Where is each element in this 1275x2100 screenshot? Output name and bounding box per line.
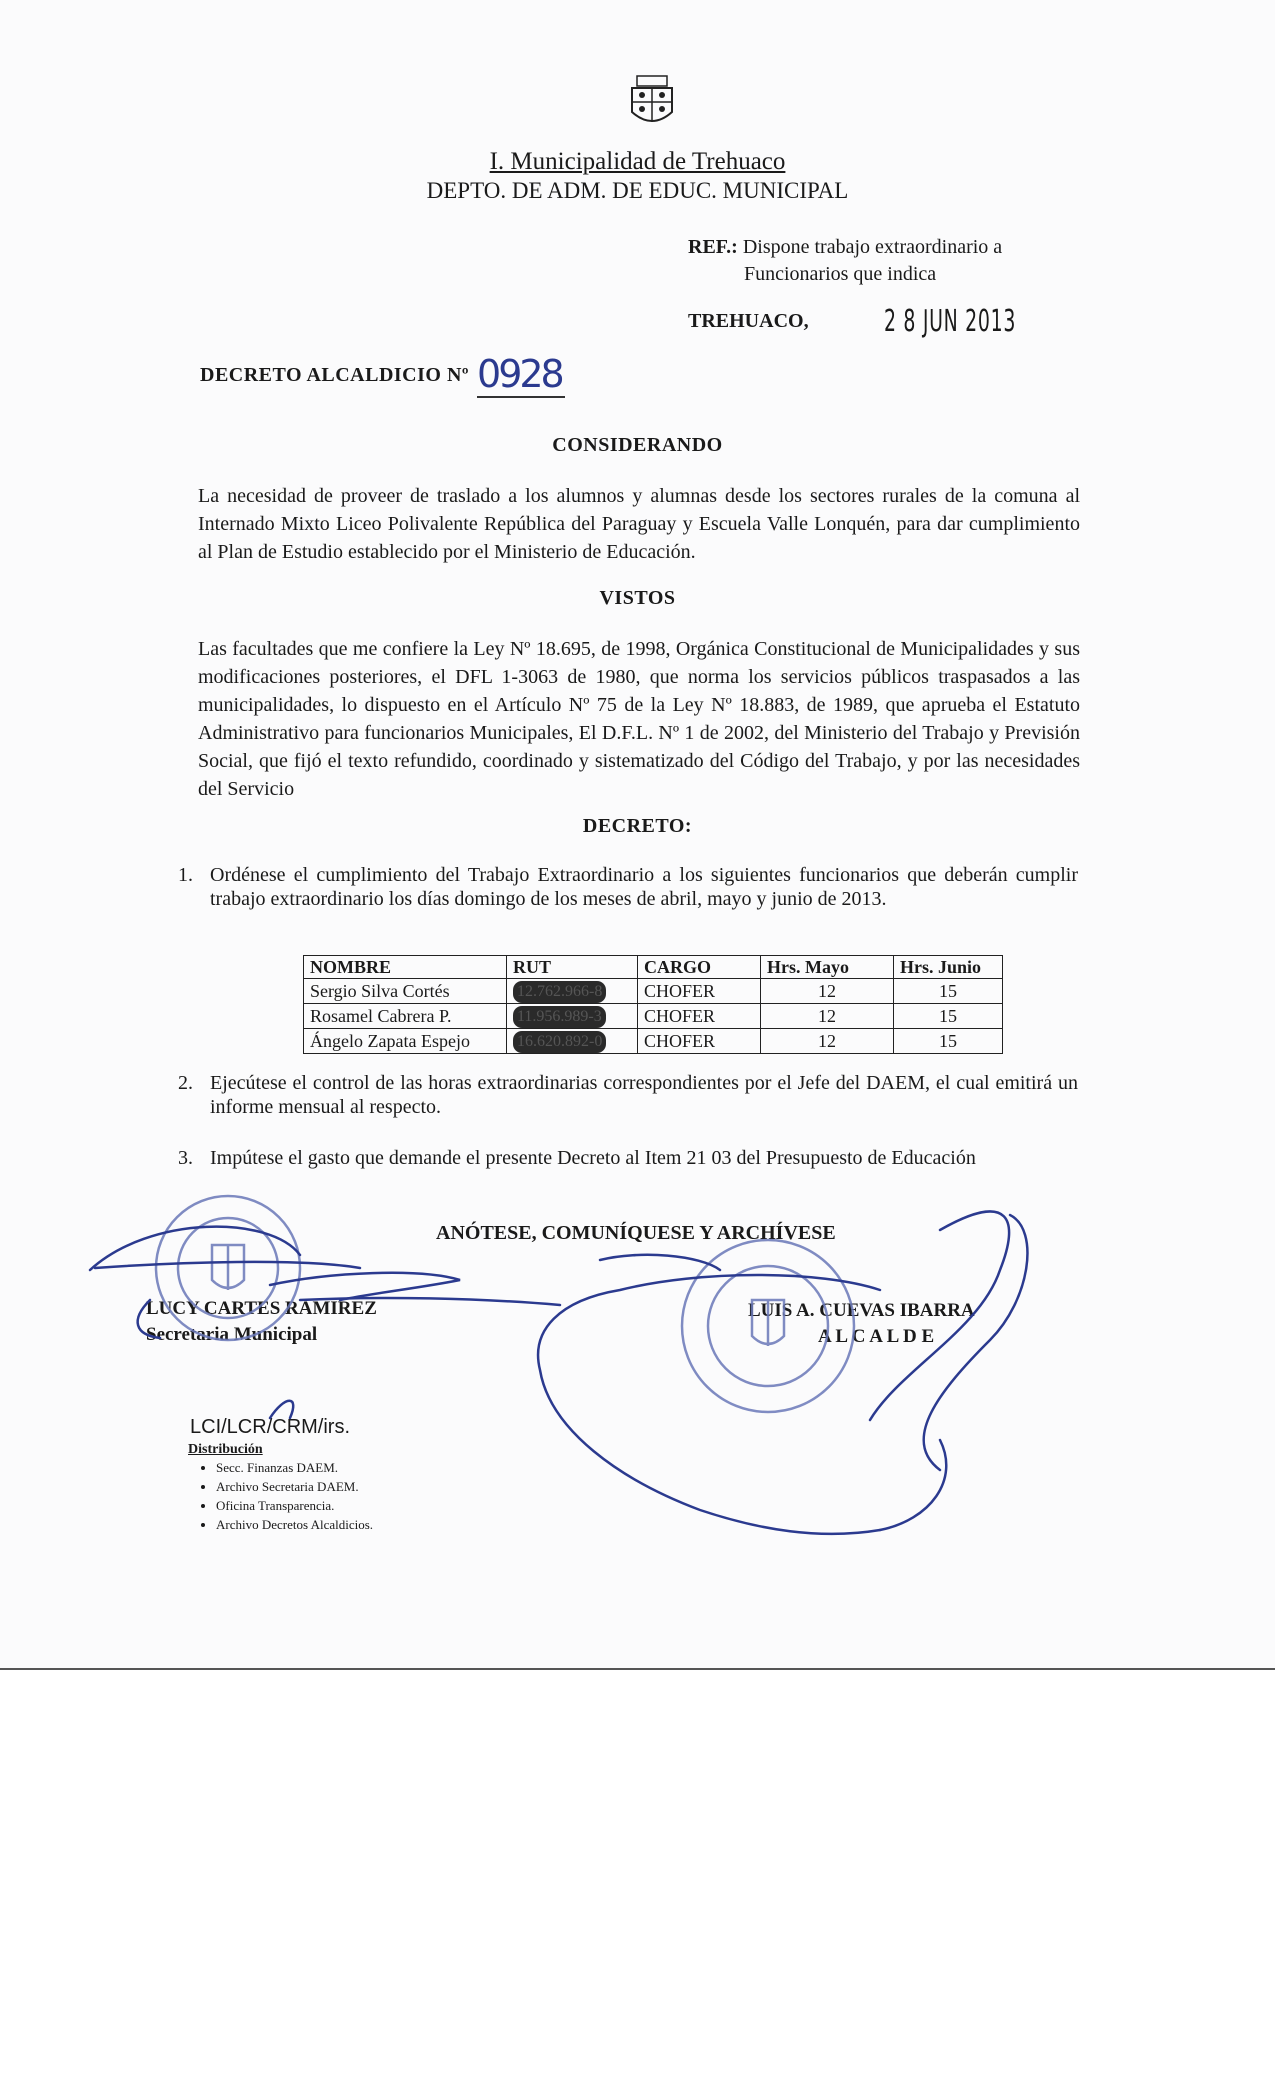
place-label: TREHUACO, — [688, 310, 809, 332]
item-text: Impútese el gasto que demande el presente Decreto al Item 21 03 del Presupuesto de Educación — [210, 1147, 976, 1169]
rut-redacted: 12.762.966-8 — [513, 981, 606, 1003]
table-row — [304, 1004, 1003, 1029]
decree-item — [178, 1071, 1078, 1119]
column-header: RUT — [507, 956, 638, 979]
decree-label: DECRETO ALCALDICIO Nº — [200, 364, 470, 386]
list-item: • Archivo Secretaria DAEM. — [216, 1477, 373, 1496]
vistos-text: Las facultades que me confiere la Ley Nº 18.695, de 1998, Orgánica Constitucional de Municipalidades y sus modificaciones posteriores, el DFL 1-3063 de 1980, que norma los servicios públicos traspasados a las municipalidades, lo dispuesto en el Artículo Nº 75 de la Ley Nº 18.883, de 1989, que aprueba el Estatuto Administrativo para funcionarios Municipales, El D.F.L. Nº 1 de 2002, del Ministerio del Trabajo y Previsión Social, que fijó el texto refundido, coordinado y sistematizado del Código del Trabajo, y por las necesidades del Servicio — [198, 638, 1080, 800]
item-number: 1. — [178, 864, 193, 886]
reference-block — [688, 234, 1002, 288]
cell-rut — [507, 1029, 638, 1054]
column-header: CARGO — [638, 956, 761, 979]
cell-rut — [507, 1004, 638, 1029]
cell-rut — [507, 979, 638, 1004]
column-header: Hrs. Junio — [894, 956, 1003, 979]
distribution-list — [198, 1458, 373, 1534]
municipal-crest-icon — [629, 74, 675, 130]
considerando-text: La necesidad de proveer de traslado a los alumnos y alumnas desde los sectores rurales de la comuna al Internado Mixto Liceo Polivalente República del Paraguay y Escuela Valle Lonquén, para dar cumplimiento al Plan de Estudio establecido por el Ministerio de Educación. — [198, 485, 1080, 563]
signature-right-icon — [538, 1211, 1027, 1533]
column-header: Hrs. Mayo — [761, 956, 894, 979]
item-text: Ejecútese el control de las horas extraordinarias correspondientes por el Jefe del DAEM, el cual emitirá un informe mensual al respecto. — [210, 1072, 1078, 1118]
decree-number — [200, 352, 565, 398]
ref-line-2: Funcionarios que indica — [744, 263, 937, 285]
table-header-row — [304, 956, 1003, 979]
distribution-heading: Distribución — [188, 1442, 263, 1457]
vistos-heading: VISTOS — [599, 587, 676, 609]
cell-nombre: Sergio Silva Cortés — [304, 979, 507, 1004]
rut-redacted: 11.956.989-3 — [513, 1006, 606, 1028]
cell-nombre: Ángelo Zapata Espejo — [304, 1029, 507, 1054]
cell-cargo: CHOFER — [638, 1029, 761, 1054]
column-header: NOMBRE — [304, 956, 507, 979]
item-number: 2. — [178, 1072, 193, 1094]
decree-number-handwritten: 0928 — [477, 352, 565, 398]
table-row — [304, 1029, 1003, 1054]
initials: LCI/LCR/CRM/irs. — [190, 1416, 351, 1438]
cell-hrs-mayo: 12 — [761, 1029, 894, 1054]
staff-table — [303, 955, 1003, 1054]
list-item: • Archivo Decretos Alcaldicios. — [216, 1515, 373, 1534]
secretary-signature-block — [146, 1296, 377, 1348]
cell-hrs-junio: 15 — [894, 1029, 1003, 1054]
table-row — [304, 979, 1003, 1004]
considerando-heading: CONSIDERANDO — [552, 434, 723, 456]
cell-cargo: CHOFER — [638, 979, 761, 1004]
cell-hrs-mayo: 12 — [761, 1004, 894, 1029]
department-name: DEPTO. DE ADM. DE EDUC. MUNICIPAL — [426, 178, 849, 203]
closing-formula: ANÓTESE, COMUNÍQUESE Y ARCHÍVESE — [436, 1222, 836, 1244]
rut-redacted: 16.620.892-0 — [513, 1031, 606, 1053]
cell-hrs-junio: 15 — [894, 979, 1003, 1004]
decree-item — [178, 1146, 1078, 1170]
date-stamp: 2 8 JUN 2013 — [884, 304, 1017, 339]
cell-hrs-junio: 15 — [894, 1004, 1003, 1029]
decreto-heading: DECRETO: — [582, 815, 693, 837]
cell-cargo: CHOFER — [638, 1004, 761, 1029]
decree-item — [178, 863, 1078, 911]
mayor-signature-block — [748, 1298, 975, 1350]
ref-line-1: Dispone trabajo extraordinario a — [742, 236, 1003, 258]
secretary-title: Secretaria Municipal — [146, 1324, 318, 1345]
ref-label: REF.: — [688, 236, 738, 258]
item-number: 3. — [178, 1147, 193, 1169]
cell-hrs-mayo: 12 — [761, 979, 894, 1004]
secretary-name: LUCY CARTES RAMIREZ — [146, 1298, 377, 1319]
list-item: • Secc. Finanzas DAEM. — [216, 1458, 373, 1477]
list-item: • Oficina Transparencia. — [216, 1496, 373, 1515]
municipality-name: I. Municipalidad de Trehuaco — [489, 148, 786, 175]
item-text: Ordénese el cumplimiento del Trabajo Extraordinario a los siguientes funcionarios que deberán cumplir trabajo extraordinario los días domingo de los meses de abril, mayo y junio de 2013. — [210, 864, 1078, 910]
mayor-name: LUIS A. CUEVAS IBARRA — [748, 1300, 975, 1321]
mayor-title: A L C A L D E — [818, 1326, 935, 1347]
cell-nombre: Rosamel Cabrera P. — [304, 1004, 507, 1029]
